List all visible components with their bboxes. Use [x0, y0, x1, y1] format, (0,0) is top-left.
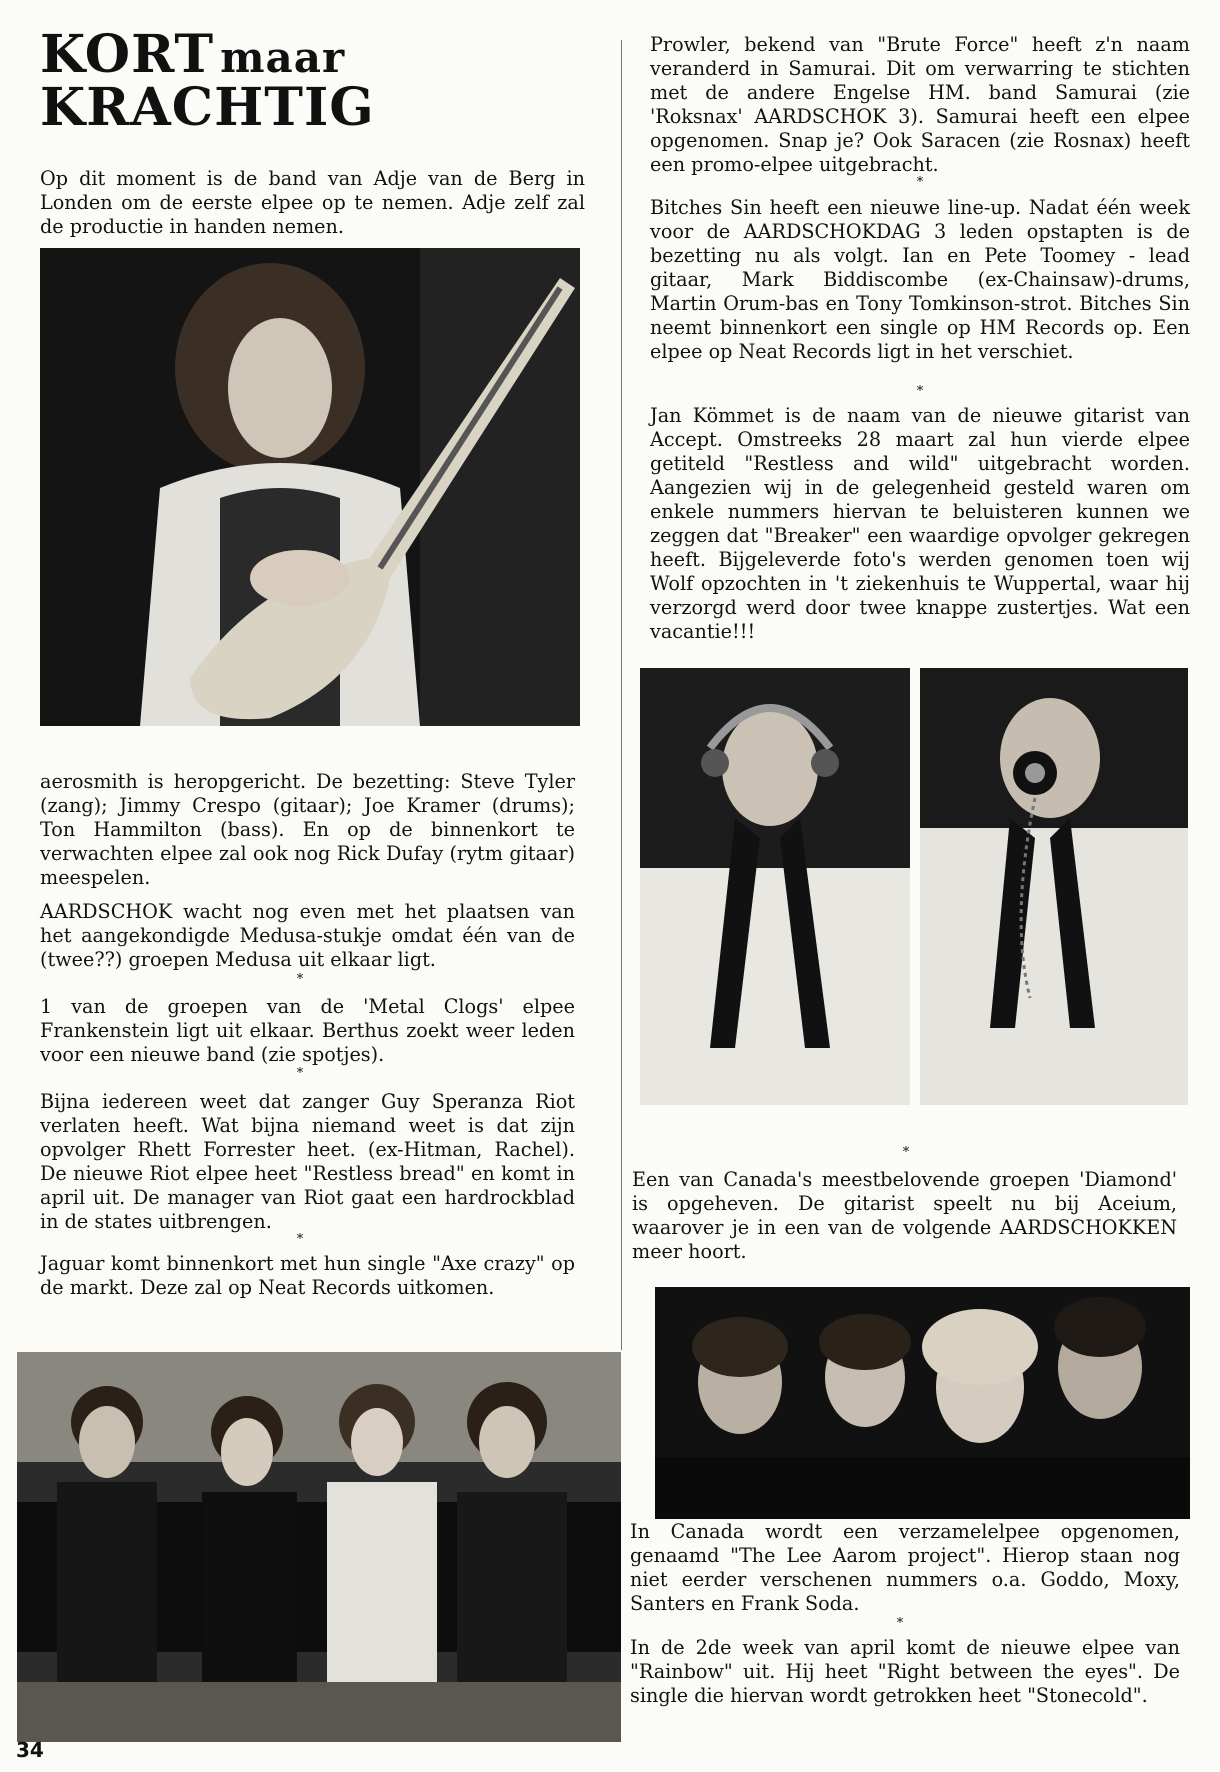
separator-star: * [296, 1066, 304, 1081]
right-paragraph-4: Een van Canada's meestbelovende groepen 'Diamond' is opgeheven. De gitarist speelt nu bij Aceium, waarover je in een van de volgende AARDSCHOKKEN meer hoort. [632, 1168, 1177, 1263]
headphones-photo-left [640, 668, 910, 1105]
right-paragraph-3: Jan Kömmet is de naam van de nieuwe gitarist van Accept. Omstreeks 28 maart zal hun vierde elpee getiteld "Restless and wild" uitgebracht worden. Aangezien wij in de gelegenheid gesteld waren om enkele nummers hiervan te beluisteren kunnen we zeggen dat "Breaker" een waardige opvolger gekregen heeft. Bijgeleverde foto's werden genomen toen wij Wolf opzochten in 't ziekenhuis te Wuppertal, waar hij verzorgd werd door twee knappe zustertjes. Wat een vacantie!!! [650, 404, 1190, 643]
separator-star: * [916, 384, 924, 399]
left-paragraph-4: 1 van de groepen van de 'Metal Clogs' elpee Frankenstein ligt uit elkaar. Berthus zoekt weer leden voor een nieuwe band (zie spotjes). [40, 995, 575, 1066]
column-divider [621, 40, 622, 1350]
separator-star: * [296, 972, 304, 987]
left-paragraph-3: AARDSCHOK wacht nog even met het plaatsen van het aangekondigde Medusa-stukje omdat één van de (twee??) groepen Medusa uit elkaar ligt. [40, 900, 575, 971]
separator-star: * [296, 1232, 304, 1247]
right-paragraph-2: Bitches Sin heeft een nieuwe line-up. Nadat één week voor de AARDSCHOKDAG 3 leden opstapten is de bezetting nu als volgt. Ian en Pete Toomey - lead gitaar, Mark Biddiscombe (ex-Chainsaw)-drums, Martin Orum-bas en Tony Tomkinson-strot. Bitches Sin neemt binnenkort een single op HM Records op. Een elpee op Neat Records ligt in het verschiet. [650, 196, 1190, 363]
left-paragraph-5: Bijna iedereen weet dat zanger Guy Speranza Riot verlaten heeft. Wat bijna niemand weet is dat zijn opvolger Rhett Forrester heet. (ex-Hitman, Rachel). De nieuwe Riot elpee heet "Restless bread" en komt in april uit. De manager van Riot gaat een hardrockblad in de states uitbrengen. [40, 1090, 575, 1233]
left-paragraph-1: Op dit moment is de band van Adje van de Berg in Londen om de eerste elpee op te nemen. Adje zelf zal de productie in handen nemen. [40, 167, 585, 238]
separator-star: * [896, 1616, 904, 1631]
article-title [40, 24, 560, 139]
separator-star: * [916, 175, 924, 190]
title-krachtig: KRACHTIG [40, 77, 375, 139]
right-paragraph-1: Prowler, bekend van "Brute Force" heeft z'n naam veranderd in Samurai. Dit om verwarring te stichten met de andere Engelse HM. band Samurai (zie 'Roksnax' AARDSCHOK 3). Samurai heeft een elpee opgenomen. Snap je? Ook Saracen (zie Rosnax) heeft een promo-elpee uitgebracht. [650, 33, 1190, 176]
title-kort: KORT [40, 24, 215, 85]
separator-star: * [902, 1145, 910, 1160]
guitarist-photo [40, 248, 580, 726]
left-paragraph-2: aerosmith is heropgericht. De bezetting: Steve Tyler (zang); Jimmy Crespo (gitaar); Joe Kramer (drums); Ton Hammilton (bass). En op de binnenkort te verwachten elpee zal ook nog Rick Dufay (rytm gitaar) meespelen. [40, 770, 575, 889]
band-couch-photo [17, 1352, 621, 1742]
right-paragraph-6: In de 2de week van april komt de nieuwe elpee van "Rainbow" uit. Hij heet "Right between the eyes". De single die hiervan wordt getrokken heet "Stonecold". [630, 1636, 1180, 1707]
title-maar: maar [220, 33, 346, 82]
page-number: 34 [16, 1738, 44, 1762]
microphone-photo-right [920, 668, 1188, 1105]
left-paragraph-6: Jaguar komt binnenkort met hun single "Axe crazy" op de markt. Deze zal op Neat Records uitkomen. [40, 1252, 575, 1299]
diamond-band-photo [655, 1287, 1190, 1519]
right-paragraph-5: In Canada wordt een verzamelelpee opgenomen, genaamd "The Lee Aarom project". Hierop staan nog niet eerder verschenen nummers o.a. Goddo, Moxy, Santers en Frank Soda. [630, 1520, 1180, 1615]
